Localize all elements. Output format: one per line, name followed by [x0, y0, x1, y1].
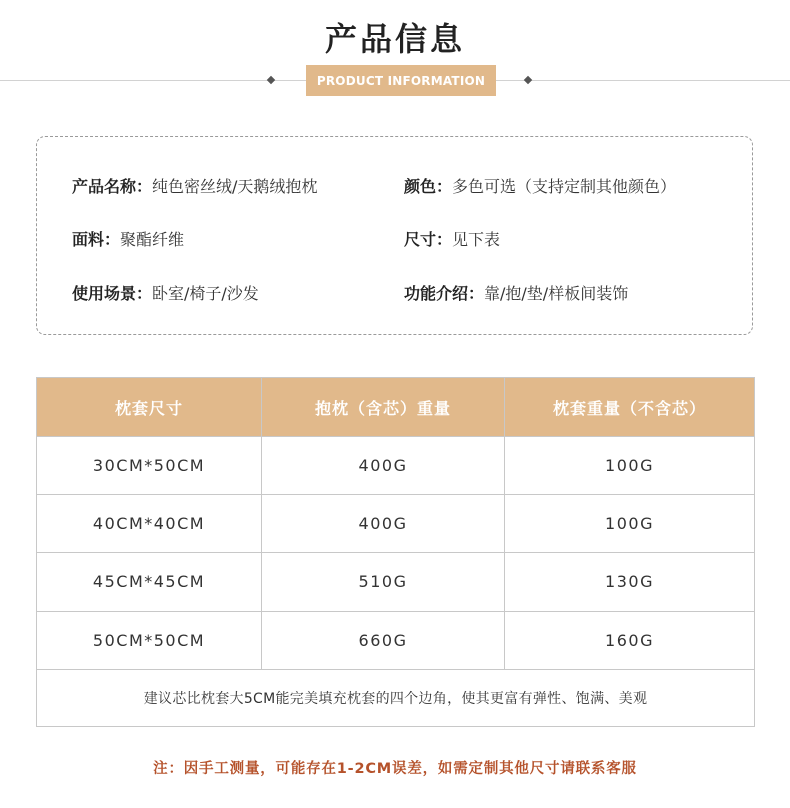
info-color-value: 多色可选（支持定制其他颜色）: [452, 177, 677, 196]
header-pillowcase-size: 枕套尺寸: [37, 378, 262, 437]
section-badge: PRODUCT INFORMATION: [306, 65, 496, 96]
size-weight-table: [36, 377, 755, 727]
size-cell: 45CM*45CM: [37, 553, 262, 611]
info-size-label: 尺寸：: [404, 230, 453, 249]
size-cell: 50CM*50CM: [37, 611, 262, 669]
table-header-row: [37, 378, 755, 437]
info-scene: [72, 281, 259, 304]
weight-without-core-cell: 130G: [505, 553, 755, 611]
info-color: [404, 174, 676, 197]
weight-without-core-cell: 100G: [505, 437, 755, 495]
right-diamond-icon: [524, 76, 532, 84]
table-row: [37, 611, 755, 669]
header-pillow-weight-with-core: 抱枕（含芯）重量: [262, 378, 505, 437]
table-row: [37, 437, 755, 495]
info-function: [404, 281, 628, 304]
table-row: [37, 553, 755, 611]
table-note-row: [37, 669, 755, 726]
info-fabric: [72, 227, 184, 250]
size-cell: 40CM*40CM: [37, 495, 262, 553]
measurement-note: 注：因手工测量，可能存在1-2CM误差，如需定制其他尺寸请联系客服: [153, 761, 637, 777]
left-diamond-icon: [267, 76, 275, 84]
info-product-name-value: 纯色密丝绒/天鹅绒抱枕: [152, 177, 318, 196]
weight-without-core-cell: 100G: [505, 495, 755, 553]
info-fabric-label: 面料：: [72, 230, 121, 249]
size-cell: 30CM*50CM: [37, 437, 262, 495]
info-color-label: 颜色：: [404, 177, 453, 196]
info-fabric-value: 聚酯纤维: [120, 230, 185, 249]
weight-with-core-cell: 400G: [262, 495, 505, 553]
weight-with-core-cell: 660G: [262, 611, 505, 669]
info-product-name-label: 产品名称：: [72, 177, 153, 196]
info-size-value: 见下表: [452, 230, 501, 249]
header-case-weight-without-core: 枕套重量（不含芯）: [505, 378, 755, 437]
info-product-name: [72, 174, 317, 197]
info-size: [404, 227, 500, 250]
table-row: [37, 495, 755, 553]
table-note: 建议芯比枕套大5CM能完美填充枕套的四个边角，使其更富有弹性、饱满、美观: [37, 669, 755, 726]
info-function-label: 功能介绍：: [404, 284, 485, 303]
weight-without-core-cell: 160G: [505, 611, 755, 669]
product-info-box: [36, 136, 753, 335]
page-title: 产品信息: [324, 20, 465, 58]
weight-with-core-cell: 400G: [262, 437, 505, 495]
weight-with-core-cell: 510G: [262, 553, 505, 611]
info-scene-label: 使用场景：: [72, 284, 153, 303]
info-scene-value: 卧室/椅子/沙发: [152, 284, 259, 303]
info-function-value: 靠/抱/垫/样板间装饰: [484, 284, 629, 303]
